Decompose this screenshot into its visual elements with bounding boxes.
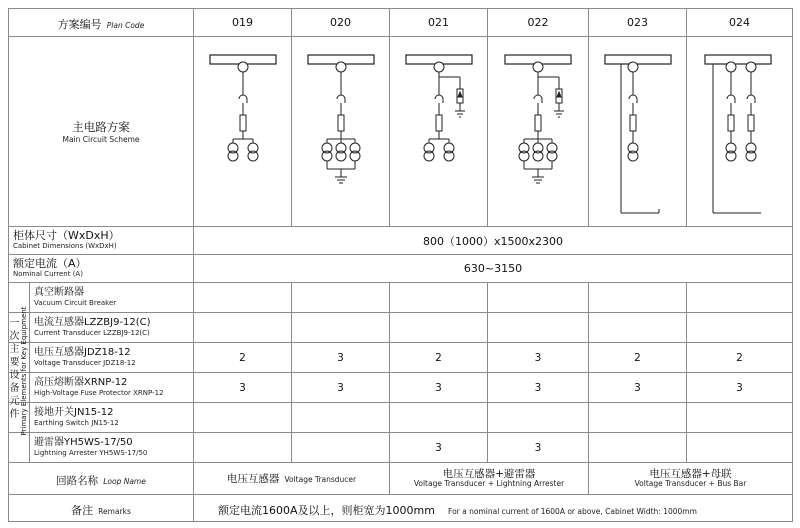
scheme-021-diagram bbox=[390, 37, 488, 226]
scheme-022-diagram bbox=[488, 37, 589, 226]
qty-cell bbox=[687, 283, 793, 313]
qty-cell: 2 bbox=[390, 343, 488, 373]
remarks-text-en: For a nominal current of 1600A or above, Cabinet Width: 1000mm bbox=[448, 506, 697, 516]
qty-cell bbox=[687, 313, 793, 343]
primary-group-label bbox=[8, 285, 28, 459]
main-circuit-cn: 主电路方案 bbox=[72, 120, 130, 134]
loop-group-cn: 电压互感器+母联 bbox=[649, 467, 732, 480]
loop-group-en: Voltage Transducer bbox=[284, 475, 357, 484]
current-cn: 额定电流（A） bbox=[13, 256, 87, 270]
element-label-cell bbox=[9, 403, 194, 433]
dimensions-row bbox=[9, 227, 793, 255]
element-label-cell bbox=[9, 433, 194, 463]
element-row bbox=[9, 403, 793, 433]
qty-cell bbox=[390, 313, 488, 343]
scheme-019-cell bbox=[194, 37, 292, 227]
element-name-en: High-Voltage Fuse Protector XRNP-12 bbox=[34, 388, 164, 397]
group-char: 一 bbox=[9, 318, 20, 329]
qty-cell: 3 bbox=[488, 373, 589, 403]
current-value: 630~3150 bbox=[194, 255, 793, 283]
qty-cell: 3 bbox=[390, 373, 488, 403]
remarks-label-en: Remarks bbox=[98, 506, 131, 516]
loop-label bbox=[9, 463, 194, 495]
element-row bbox=[9, 433, 793, 463]
qty-cell bbox=[292, 313, 390, 343]
qty-cell: 3 bbox=[687, 373, 793, 403]
scheme-024-cell bbox=[687, 37, 793, 227]
code-019: 019 bbox=[194, 9, 292, 37]
qty-cell: 3 bbox=[488, 433, 589, 463]
loop-row bbox=[9, 463, 793, 495]
element-name-cn: 电流互感器LZZBJ9-12(C) bbox=[34, 316, 151, 328]
element-name-cn: 电压互感器JDZ18-12 bbox=[34, 346, 131, 358]
group-char: 次 bbox=[9, 331, 20, 342]
element-label-cell bbox=[9, 313, 194, 343]
qty-cell bbox=[488, 403, 589, 433]
qty-cell bbox=[292, 283, 390, 313]
qty-cell bbox=[589, 283, 687, 313]
plan-code-label bbox=[9, 9, 194, 37]
group-char: 要 bbox=[9, 357, 20, 368]
scheme-019-diagram bbox=[194, 37, 292, 226]
main-circuit-en: Main Circuit Scheme bbox=[62, 135, 140, 144]
qty-cell bbox=[687, 403, 793, 433]
header-row bbox=[9, 9, 793, 37]
qty-cell bbox=[589, 313, 687, 343]
loop-group-en: Voltage Transducer + Bus Bar bbox=[634, 478, 747, 488]
element-name-en: Vacuum Circuit Breaker bbox=[34, 298, 117, 307]
qty-cell: 3 bbox=[488, 343, 589, 373]
loop-group-1 bbox=[194, 463, 390, 495]
code-024: 024 bbox=[687, 9, 793, 37]
element-name-cn: 接地开关JN15-12 bbox=[34, 406, 114, 418]
loop-group-2 bbox=[390, 463, 589, 495]
current-label bbox=[9, 255, 194, 283]
scheme-table bbox=[8, 8, 793, 522]
qty-cell bbox=[589, 403, 687, 433]
element-row bbox=[9, 313, 793, 343]
qty-cell: 2 bbox=[687, 343, 793, 373]
element-name-cn: 高压熔断器XRNP-12 bbox=[34, 376, 128, 388]
element-name-en: Current Transducer LZZBJ9-12(C) bbox=[34, 328, 150, 337]
current-row bbox=[9, 255, 793, 283]
main-circuit-label bbox=[9, 37, 194, 227]
qty-cell bbox=[488, 313, 589, 343]
code-023: 023 bbox=[589, 9, 687, 37]
scheme-020-diagram bbox=[292, 37, 390, 226]
qty-cell bbox=[292, 433, 390, 463]
element-name-en: Earthing Switch JN15-12 bbox=[34, 418, 119, 427]
scheme-023-diagram bbox=[589, 37, 687, 226]
plan-code-cn: 方案编号 bbox=[57, 18, 102, 31]
qty-cell: 3 bbox=[292, 343, 390, 373]
scheme-024-diagram bbox=[687, 37, 793, 226]
element-name-en: Lightning Arrester YH5WS-17/50 bbox=[34, 448, 148, 457]
scheme-023-cell bbox=[589, 37, 687, 227]
qty-cell bbox=[194, 283, 292, 313]
remarks-label-cn: 备注 bbox=[71, 503, 94, 517]
code-022: 022 bbox=[488, 9, 589, 37]
dimensions-value: 800（1000）x1500x2300 bbox=[194, 227, 793, 255]
group-char: 主 bbox=[9, 344, 20, 355]
dimensions-label bbox=[9, 227, 194, 255]
element-row bbox=[9, 373, 793, 403]
scheme-020-cell bbox=[292, 37, 390, 227]
qty-cell: 3 bbox=[194, 373, 292, 403]
dimensions-cn: 柜体尺寸（WxDxH） bbox=[13, 228, 120, 242]
qty-cell bbox=[390, 283, 488, 313]
element-name-en: Voltage Transducer JDZ18-12 bbox=[34, 358, 136, 367]
group-char: 设 bbox=[9, 370, 20, 381]
element-label-cell bbox=[9, 283, 194, 313]
current-en: Nominal Current (A) bbox=[13, 269, 83, 278]
qty-cell: 3 bbox=[292, 373, 390, 403]
qty-cell: 2 bbox=[194, 343, 292, 373]
loop-label-en: Loop Name bbox=[103, 477, 146, 486]
remarks-label bbox=[9, 495, 194, 522]
loop-label-cn: 回路名称 bbox=[56, 475, 99, 487]
remarks-text bbox=[194, 495, 793, 522]
loop-group-3 bbox=[589, 463, 793, 495]
qty-cell bbox=[589, 433, 687, 463]
loop-group-cn: 电压互感器+避雷器 bbox=[442, 467, 536, 480]
group-char: 备 bbox=[9, 383, 20, 394]
scheme-021-cell bbox=[390, 37, 488, 227]
remarks-row bbox=[9, 495, 793, 522]
dimensions-en: Cabinet Dimensions (WxDxH) bbox=[13, 241, 117, 250]
element-name-cn: 避雷器YH5WS-17/50 bbox=[34, 436, 133, 448]
code-020: 020 bbox=[292, 9, 390, 37]
element-label-cell bbox=[9, 343, 194, 373]
scheme-022-cell bbox=[488, 37, 589, 227]
remarks-text-cn: 额定电流1600A及以上，则柜宽为1000mm bbox=[218, 503, 435, 517]
qty-cell bbox=[390, 403, 488, 433]
group-char: 件 bbox=[9, 409, 20, 420]
primary-group-cn bbox=[9, 317, 20, 421]
loop-group-en: Voltage Transducer + Lightning Arrester bbox=[413, 478, 565, 488]
qty-cell bbox=[488, 283, 589, 313]
qty-cell bbox=[292, 403, 390, 433]
qty-cell: 3 bbox=[589, 373, 687, 403]
qty-cell bbox=[194, 313, 292, 343]
code-021: 021 bbox=[390, 9, 488, 37]
element-name-cn: 真空断路器 bbox=[34, 286, 84, 298]
plan-code-en: Plan Code bbox=[106, 21, 145, 30]
qty-cell bbox=[194, 403, 292, 433]
main-circuit-row bbox=[9, 37, 793, 227]
qty-cell: 3 bbox=[390, 433, 488, 463]
primary-group-en: Primary Elements for Key Equipment bbox=[20, 306, 28, 436]
group-char: 元 bbox=[9, 396, 20, 407]
qty-cell bbox=[194, 433, 292, 463]
qty-cell: 2 bbox=[589, 343, 687, 373]
element-label-cell bbox=[9, 373, 194, 403]
qty-cell bbox=[687, 433, 793, 463]
element-row bbox=[9, 343, 793, 373]
element-row bbox=[9, 283, 793, 313]
loop-group-cn: 电压互感器 bbox=[226, 473, 280, 485]
